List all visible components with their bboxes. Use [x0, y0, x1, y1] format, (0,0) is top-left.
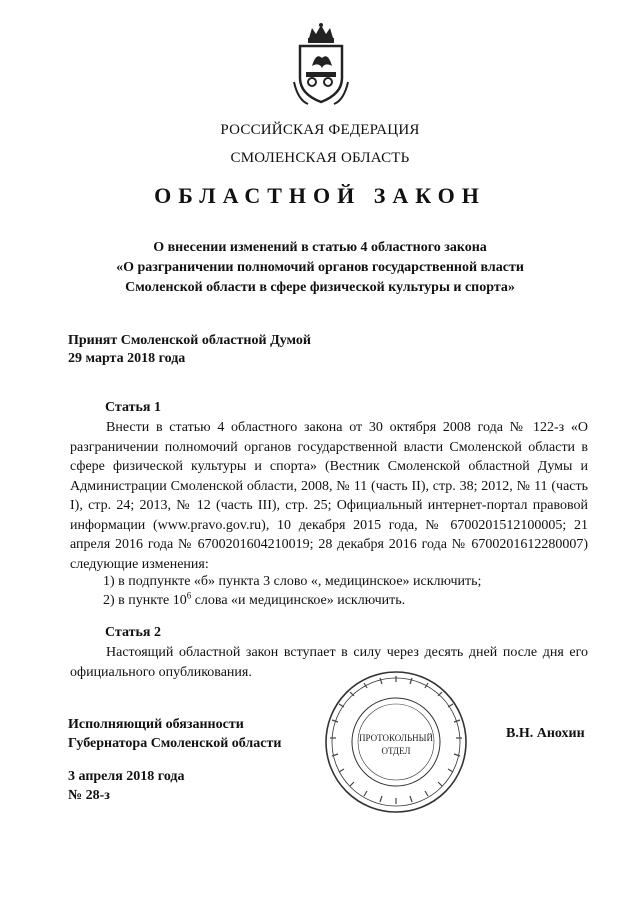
signatory-role [68, 715, 281, 753]
adoption-note [68, 332, 311, 368]
official-seal-stamp [322, 668, 470, 816]
coat-of-arms-icon [292, 22, 350, 106]
article-1-heading: Статья 1 [105, 400, 161, 415]
law-title-line: «О разграничении полномочий органов государственной власти [116, 260, 524, 275]
adoption-body: Принят Смоленской областной Думой [68, 333, 311, 348]
signatory-role-line: Губернатора Смоленской области [68, 736, 282, 751]
article-2-heading: Статья 2 [105, 625, 161, 640]
federation-heading: РОССИЙСКАЯ ФЕДЕРАЦИЯ [220, 122, 420, 138]
signatory-role-line: Исполняющий обязанности [68, 717, 244, 732]
signatory-name: В.Н. Анохин [506, 726, 585, 741]
item-2-text: 2) в пункте 10 [103, 593, 187, 608]
region-heading: СМОЛЕНСКАЯ ОБЛАСТЬ [230, 150, 410, 166]
item-2-text-end: слова «и медицинское» исключить. [191, 593, 406, 608]
document-type-heading: ОБЛАСТНОЙ ЗАКОН [154, 183, 486, 208]
article-2-text: Настоящий областной закон вступает в силу через десять дней после дня его официального опубликования. [70, 645, 588, 680]
stamp-text: ОТДЕЛ [381, 746, 411, 756]
law-date-number [68, 767, 185, 805]
article-1-item-1: 1) в подпункте «б» пункта 3 слово «, медицинское» исключить; [103, 574, 482, 589]
article-1-item-2 [103, 591, 405, 611]
law-title [70, 238, 570, 298]
law-title-line: О внесении изменений в статью 4 областного закона [153, 240, 487, 255]
adoption-date: 29 марта 2018 года [68, 351, 186, 366]
stamp-text: ПРОТОКОЛЬНЫЙ [359, 733, 433, 743]
law-number: № 28-з [68, 788, 110, 803]
article-1-text: Внести в статью 4 областного закона от 30 октября 2008 года № 122-з «О разграничении полномочий органов государственной власти Смоленской области в сфере физической культуры и спорта» (Вестник Смоленской областной Думы и Администрации Смоленской области, 2008, № 11 (часть II), стр. 38; 2012, № 11 (часть I), стр. 24; 2013, № 12 (часть III), стр. 25; Официальный интернет-портал правовой информации (www.pravo.gov.ru), 10 декабря 2015 года, № 6700201512100005; 21 апреля 2016 года № 6700201604210019; 28 декабря 2016 года № 6700201612280007) следующие изменения: [70, 420, 588, 572]
item-2-superscript: 6 [186, 590, 192, 601]
law-date: 3 апреля 2018 года [68, 769, 185, 784]
law-title-line: Смоленской области в сфере физической культуры и спорта» [125, 280, 515, 295]
